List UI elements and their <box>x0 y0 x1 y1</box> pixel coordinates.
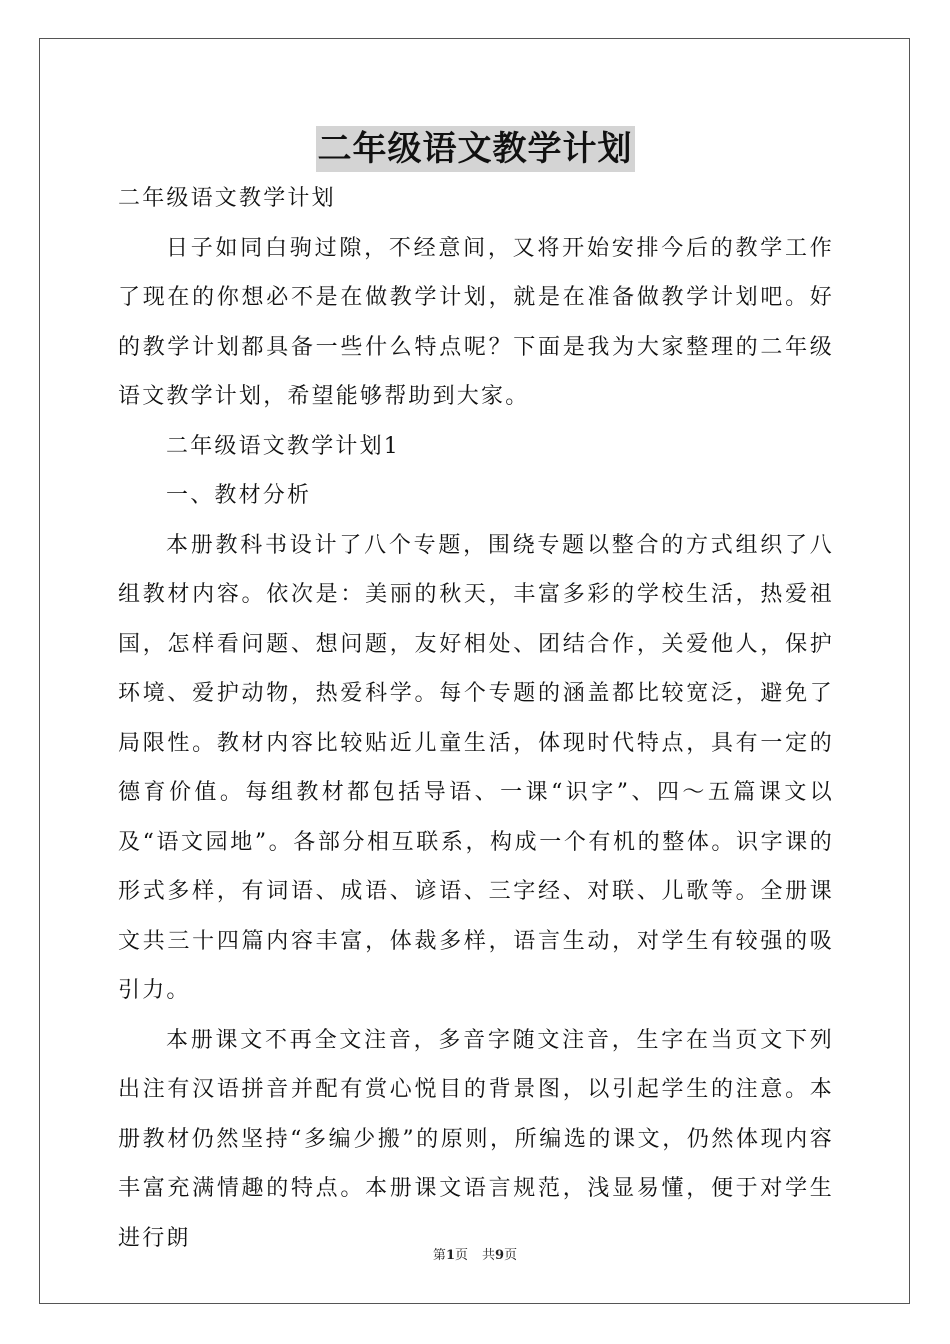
page-footer <box>0 1247 950 1265</box>
title-container <box>0 126 950 172</box>
subsection-heading: 一、教材分析 <box>166 483 312 508</box>
paragraph-subtitle: 二年级语文教学计划 <box>118 186 336 211</box>
paragraph-textbook-analysis: 本册教科书设计了八个专题，围绕专题以整合的方式组织了八组教材内容。依次是：美丽的秋天，丰富多彩的学校生活，热爱祖国，怎样看问题、想问题，友好相处、团结合作，关爱他人，保护环境、爱护动物，热爱科学。每个专题的涵盖都比较宽泛，避免了局限性。教材内容比较贴近儿童生活，体现时代特点，具有一定的德育价值。每组教材都包括导语、一课“识字”、四～五篇课文以及“语文园地”。各部分相互联系，构成一个有机的整体。识字课的形式多样，有词语、成语、谚语、三字经、对联、儿歌等。全册课文共三十四篇内容丰富，体裁多样，语言生动，对学生有较强的吸引力。 <box>118 532 834 1003</box>
page-label-suffix: 页 <box>454 1248 468 1263</box>
paragraph-textbook-features: 本册课文不再全文注音，多音字随文注音，生字在当页文下列出注有汉语拼音并配有赏心悦目的背景图，以引起学生的注意。本册教材仍然坚持“多编少搬”的原则，所编选的课文，仍然体现内容丰富充满情趣的特点。本册课文语言规范，浅显易懂，便于对学生进行朗 <box>118 1027 834 1251</box>
total-label-prefix: 共 <box>482 1248 496 1263</box>
total-pages: 9 <box>495 1248 505 1263</box>
page-label-prefix: 第 <box>432 1248 446 1263</box>
paragraph-intro: 日子如同白驹过隙，不经意间，又将开始安排今后的教学工作了现在的你想必不是在做教学计划，就是在准备做教学计划吧。好的教学计划都具备一些什么特点呢？下面是我为大家整理的二年级语文教学计划，希望能够帮助到大家。 <box>118 235 834 409</box>
document-title: 二年级语文教学计划 <box>316 126 635 172</box>
page-number: 1 <box>445 1248 455 1263</box>
section-heading: 二年级语文教学计划1 <box>166 433 400 459</box>
total-label-suffix: 页 <box>504 1248 518 1263</box>
document-body <box>118 174 834 1263</box>
